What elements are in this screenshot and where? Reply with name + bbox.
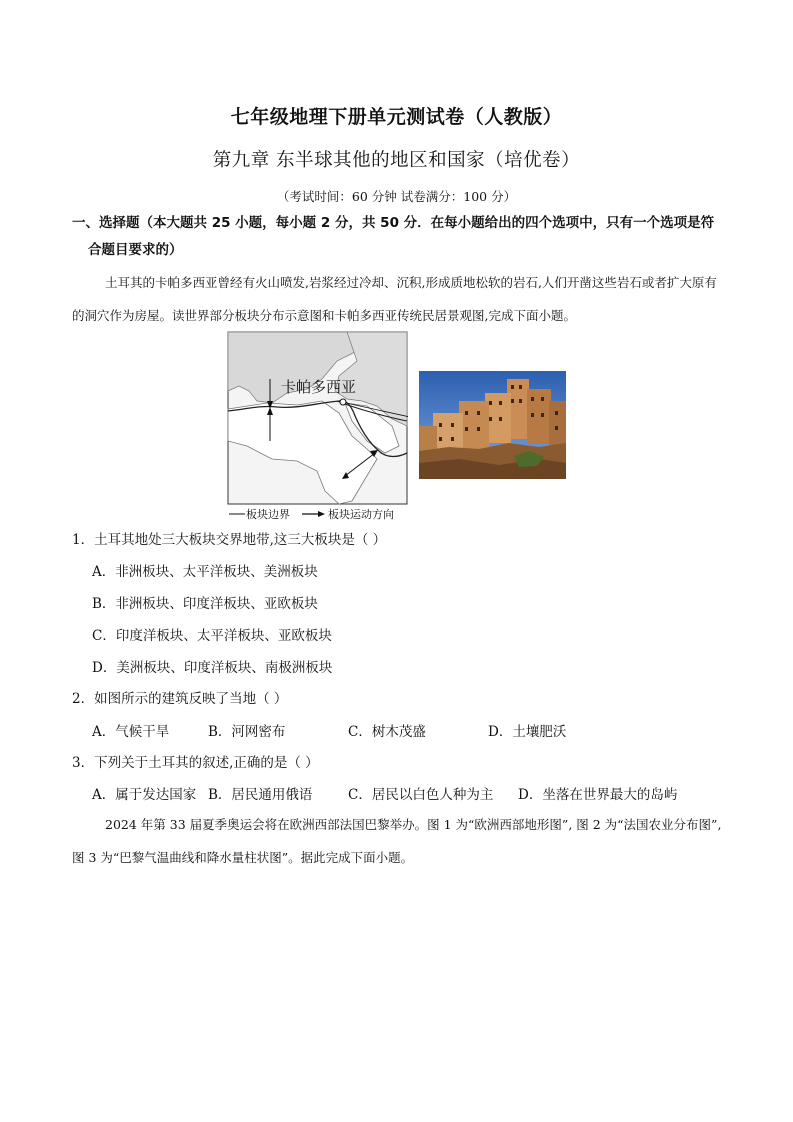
cappadocia-dwelling-photo [419,371,566,479]
plate-map-figure [227,331,408,521]
map-place-label: 卡帕多西亚 [281,378,357,396]
page-title: 七年级地理下册单元测试卷（人教版） [230,106,563,128]
exam-meta: （考试时间：60 分钟 试卷满分：100 分） [276,189,517,204]
cappadocia-marker [340,399,346,405]
question-2-option-c[interactable]: C．树木茂盛 [348,724,426,740]
question-3-option-b[interactable]: B．居民通用俄语 [208,787,313,803]
question-3-option-c[interactable]: C．居民以白色人种为主 [348,787,494,803]
question-1-stem: 1．土耳其地处三大板块交界地带,这三大板块是（ ） [72,532,387,548]
question-1-option-a[interactable]: A．非洲板块、太平洋板块、美洲板块 [92,564,318,580]
legend-arrow-icon [318,511,325,517]
question-2-option-b[interactable]: B．河网密布 [208,724,286,740]
question-1-option-d[interactable]: D．美洲板块、印度洋板块、南极洲板块 [92,660,333,676]
question-2-option-a[interactable]: A．气候干旱 [92,724,170,740]
section-heading-line1: 一、选择题（本大题共 25 小题，每小题 2 分，共 50 分．在每小题给出的四个选项中，只有一个选项是符 [72,215,715,231]
question-2-option-d[interactable]: D．土壤肥沃 [488,724,567,740]
passage-paris-olympics: 2024 年第 33 届夏季奥运会将在欧洲西部法国巴黎举办。图 1 为“欧洲西部地形图”, 图 2 为“法国农业分布图”, 图 3 为“巴黎气温曲线和降水量柱状图”。据此完成下面小题。 [72,817,722,865]
question-1-option-b[interactable]: B．非洲板块、印度洋板块、亚欧板块 [92,596,318,612]
question-1-option-c[interactable]: C．印度洋板块、太平洋板块、亚欧板块 [92,628,332,644]
legend-boundary-label: 板块边界 [246,508,290,521]
question-3-stem: 3．下列关于土耳其的叙述,正确的是（ ） [72,755,319,771]
question-2-stem: 2．如图所示的建筑反映了当地（ ） [72,691,288,707]
passage-cappadocia: 土耳其的卡帕多西亚曾经有火山喷发,岩浆经过冷却、沉积,形成质地松软的岩石,人们开凿这些岩石或者扩大原有的洞穴作为房屋。读世界部分板块分布示意图和卡帕多西亚传统民居景观图,完成下面小题。 [72,275,717,323]
question-3-option-d[interactable]: D．坐落在世界最大的岛屿 [518,787,678,803]
legend-direction-label: 板块运动方向 [328,508,394,521]
question-3-option-a[interactable]: A．属于发达国家 [92,787,197,803]
section-heading [72,210,732,264]
page-subtitle: 第九章 东半球其他的地区和国家（培优卷） [212,150,581,171]
section-heading-line2: 合题目要求的） [88,242,183,258]
